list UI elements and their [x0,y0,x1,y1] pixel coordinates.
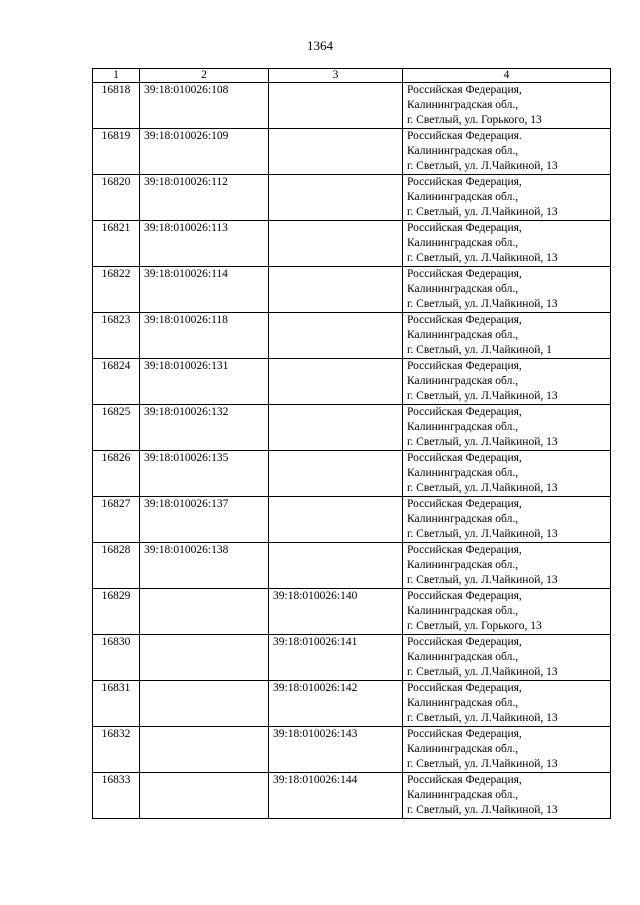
address-line: г. Светлый, ул. Л.Чайкиной, 13 [407,804,558,816]
table-row [93,313,611,359]
address-cell [403,451,611,497]
address-line: Калининградская обл., [407,467,519,479]
address-line: г. Светлый, ул. Л.Чайкиной, 13 [407,390,558,402]
cadastral-number-col2: 39:18:010026:112 [140,175,269,221]
cadastral-number-col3: 39:18:010026:141 [269,635,403,681]
column-header-2: 2 [140,69,269,83]
address-line: Калининградская обл., [407,99,519,111]
table-row [93,451,611,497]
address-line: Российская Федерация, [407,452,522,464]
cadastral-number-col3 [269,405,403,451]
row-number: 16825 [93,405,140,451]
row-number: 16829 [93,589,140,635]
cadastral-number-col2: 39:18:010026:137 [140,497,269,543]
address-line: г. Светлый, ул. Л.Чайкиной, 13 [407,436,558,448]
row-number: 16833 [93,773,140,819]
address-line: г. Светлый, ул. Л.Чайкиной, 13 [407,528,558,540]
cadastral-number-col2 [140,681,269,727]
address-line: г. Светлый, ул. Л.Чайкиной, 1 [407,344,552,356]
table-row [93,543,611,589]
address-line: г. Светлый, ул. Л.Чайкиной, 13 [407,298,558,310]
column-header-4: 4 [403,69,611,83]
table-row [93,497,611,543]
address-line: г. Светлый, ул. Л.Чайкиной, 13 [407,482,558,494]
address-line: Российская Федерация. [407,130,522,142]
table-row [93,175,611,221]
cadastral-number-col2: 39:18:010026:138 [140,543,269,589]
row-number: 16832 [93,727,140,773]
address-line: г. Светлый, ул. Л.Чайкиной, 13 [407,206,558,218]
address-line: Калининградская обл., [407,283,519,295]
row-number: 16824 [93,359,140,405]
cadastral-number-col2: 39:18:010026:108 [140,83,269,129]
table-row [93,129,611,175]
address-line: Калининградская обл., [407,697,519,709]
address-line: Российская Федерация, [407,176,522,188]
header-row [93,69,611,83]
table-row [93,83,611,129]
address-line: Российская Федерация, [407,728,522,740]
address-line: Российская Федерация, [407,406,522,418]
row-number: 16827 [93,497,140,543]
address-line: Калининградская обл., [407,789,519,801]
address-cell [403,589,611,635]
address-cell [403,359,611,405]
address-line: Российская Федерация, [407,682,522,694]
cadastral-number-col3 [269,221,403,267]
address-line: Российская Федерация, [407,544,522,556]
address-cell [403,83,611,129]
address-line: Калининградская обл., [407,237,519,249]
table-row [93,221,611,267]
address-line: г. Светлый, ул. Л.Чайкиной, 13 [407,666,558,678]
cadastral-number-col2: 39:18:010026:135 [140,451,269,497]
address-line: г. Светлый, ул. Л.Чайкиной, 13 [407,712,558,724]
address-line: г. Светлый, ул. Л.Чайкиной, 13 [407,574,558,586]
address-line: Калининградская обл., [407,421,519,433]
cadastral-number-col3: 39:18:010026:143 [269,727,403,773]
address-line: Калининградская обл., [407,605,519,617]
cadastral-number-col3 [269,175,403,221]
address-line: Российская Федерация, [407,636,522,648]
row-number: 16818 [93,83,140,129]
cadastral-number-col3 [269,313,403,359]
address-line: г. Светлый, ул. Л.Чайкиной, 13 [407,160,558,172]
table-row [93,727,611,773]
cadastral-number-col2: 39:18:010026:131 [140,359,269,405]
table-body [93,83,611,819]
row-number: 16822 [93,267,140,313]
cadastral-number-col3 [269,497,403,543]
cadastral-number-col3 [269,83,403,129]
cadastral-number-col2: 39:18:010026:114 [140,267,269,313]
address-line: г. Светлый, ул. Горького, 13 [407,620,542,632]
address-line: Российская Федерация, [407,222,522,234]
table-row [93,773,611,819]
address-line: Российская Федерация, [407,360,522,372]
row-number: 16819 [93,129,140,175]
address-line: Российская Федерация, [407,314,522,326]
table-row [93,635,611,681]
address-cell [403,129,611,175]
address-line: г. Светлый, ул. Л.Чайкиной, 13 [407,252,558,264]
cadastral-number-col2 [140,635,269,681]
address-line: Калининградская обл., [407,145,519,157]
row-number: 16821 [93,221,140,267]
table-row [93,359,611,405]
address-cell [403,175,611,221]
cadastral-number-col3 [269,543,403,589]
cadastral-number-col2: 39:18:010026:109 [140,129,269,175]
table-row [93,589,611,635]
address-line: Калининградская обл., [407,651,519,663]
row-number: 16820 [93,175,140,221]
address-cell [403,635,611,681]
row-number: 16831 [93,681,140,727]
page-number: 1364 [307,38,333,53]
address-cell [403,313,611,359]
address-line: Калининградская обл., [407,329,519,341]
row-number: 16830 [93,635,140,681]
table-row [93,405,611,451]
column-header-3: 3 [269,69,403,83]
cadastral-number-col2: 39:18:010026:113 [140,221,269,267]
cadastral-number-col2: 39:18:010026:132 [140,405,269,451]
address-cell [403,773,611,819]
address-line: г. Светлый, ул. Горького, 13 [407,114,542,126]
cadastral-number-col2: 39:18:010026:118 [140,313,269,359]
address-cell [403,405,611,451]
cadastral-number-col3: 39:18:010026:144 [269,773,403,819]
table-row [93,681,611,727]
cadastral-number-col3: 39:18:010026:142 [269,681,403,727]
cadastral-number-col2 [140,589,269,635]
address-line: Российская Федерация, [407,590,522,602]
address-cell [403,221,611,267]
column-header-1: 1 [93,69,140,83]
address-line: Калининградская обл., [407,191,519,203]
row-number: 16823 [93,313,140,359]
table-row [93,267,611,313]
row-number: 16828 [93,543,140,589]
cadastral-number-col3 [269,359,403,405]
address-line: Российская Федерация, [407,84,522,96]
row-number: 16826 [93,451,140,497]
registry-table [92,68,611,819]
address-line: г. Светлый, ул. Л.Чайкиной, 13 [407,758,558,770]
cadastral-number-col3 [269,451,403,497]
address-line: Калининградская обл., [407,559,519,571]
cadastral-number-col3: 39:18:010026:140 [269,589,403,635]
address-line: Российская Федерация, [407,498,522,510]
address-line: Российская Федерация, [407,774,522,786]
address-line: Калининградская обл., [407,513,519,525]
cadastral-number-col2 [140,773,269,819]
cadastral-number-col2 [140,727,269,773]
address-cell [403,681,611,727]
address-line: Калининградская обл., [407,375,519,387]
address-cell [403,267,611,313]
address-cell [403,727,611,773]
address-cell [403,543,611,589]
address-line: Калининградская обл., [407,743,519,755]
address-cell [403,497,611,543]
cadastral-number-col3 [269,267,403,313]
address-line: Российская Федерация, [407,268,522,280]
cadastral-number-col3 [269,129,403,175]
